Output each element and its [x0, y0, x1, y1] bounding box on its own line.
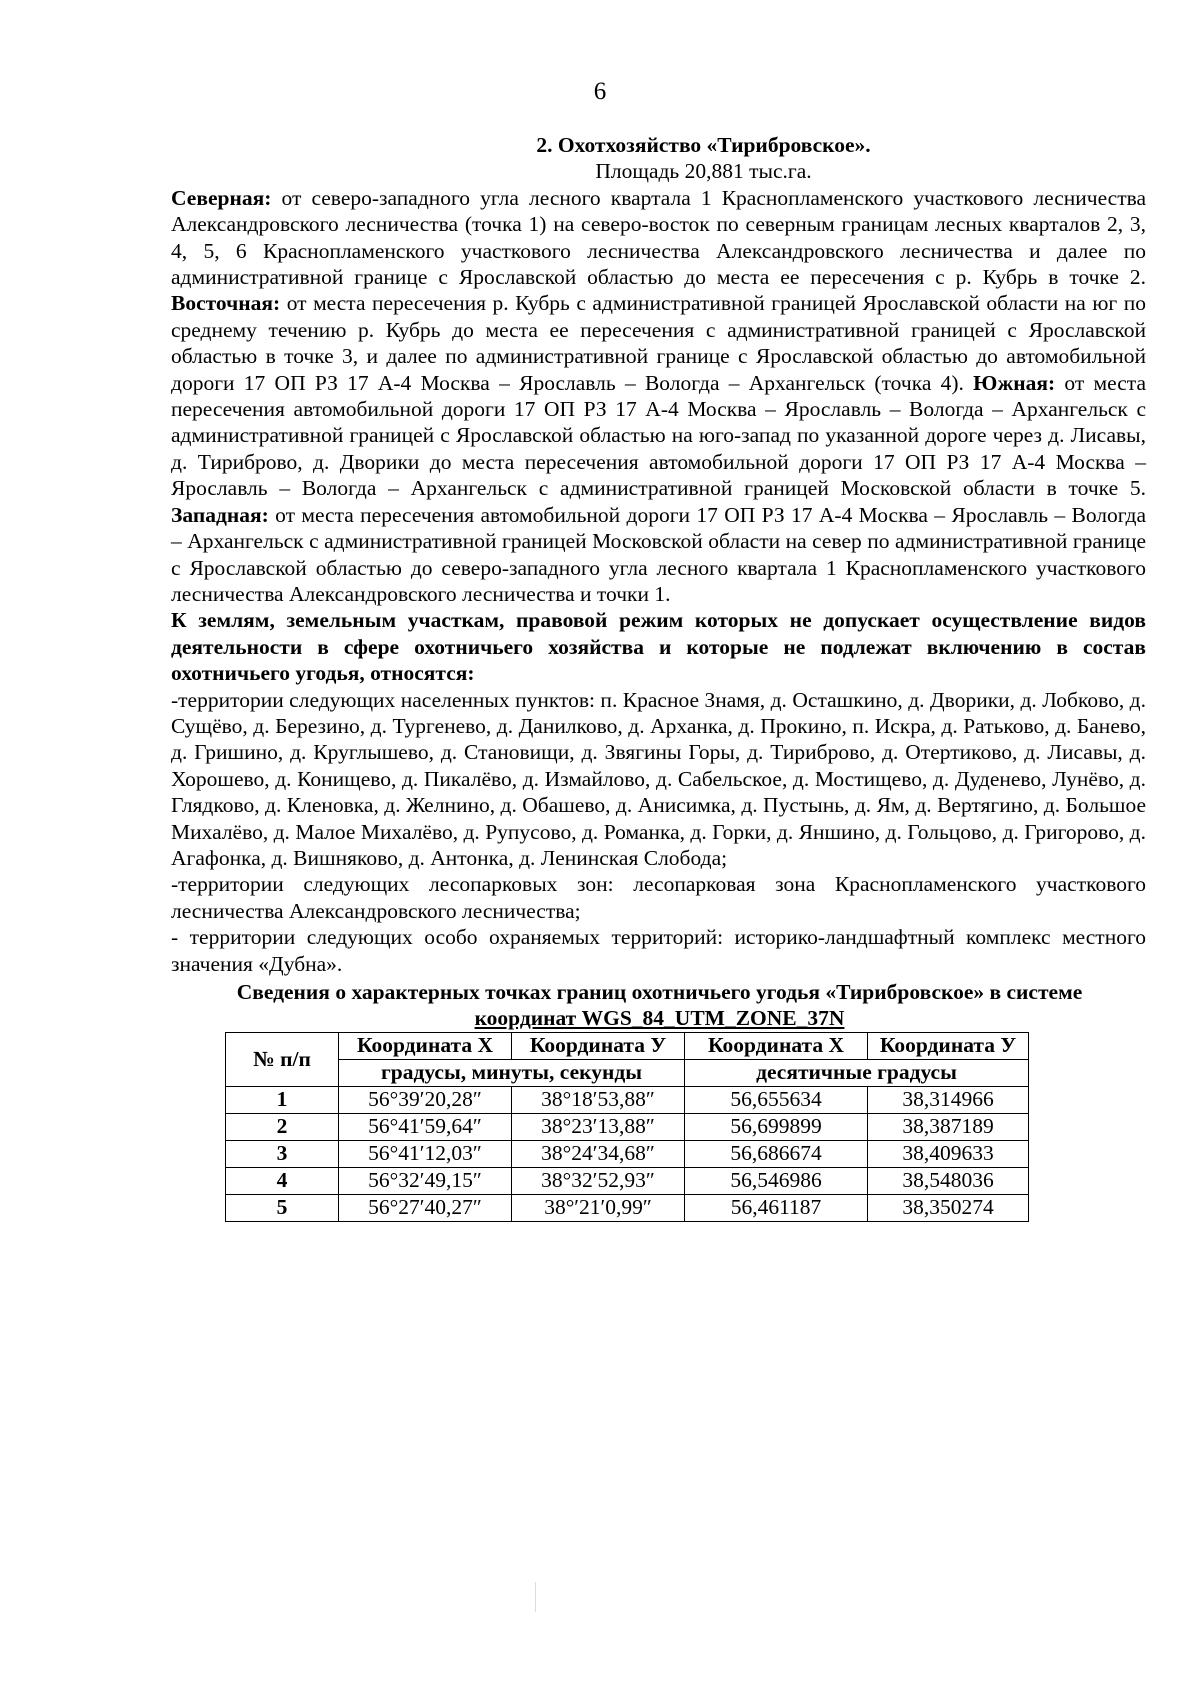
boundary-description — [171, 185, 1146, 608]
y-dec-cell: 38,409633 — [868, 1140, 1029, 1167]
y-dms-cell: 38°′21′0,99″ — [512, 1194, 685, 1221]
scan-artifact — [535, 1582, 536, 1612]
x-dms-cell: 56°32′49,15″ — [339, 1167, 512, 1194]
y-dec-cell: 38,350274 — [868, 1194, 1029, 1221]
point-number-cell: 3 — [226, 1140, 339, 1167]
section-title: 2. Охотхозяйство «Тирибровское». — [536, 133, 871, 157]
x-dms-cell: 56°39′20,28″ — [339, 1086, 512, 1113]
sub-dms-header: градусы, минуты, секунды — [339, 1059, 685, 1086]
east-label: Восточная: — [171, 291, 281, 316]
restrictions-settlements: -территории следующих населенных пунктов: п. Красное Знамя, д. Осташкино, д. Дворики, д. Лобково, д. Сущёво, д. Березино, д. Тургенево, д. Данилково, д. Арханка, д. Прокино, п. Искра, д. Ратьково, д. Банево, д. Гришино, д. Круглышево, д. Становищи, д. Звягины Горы, д. Тириброво, д. Отертиково, д. Лисавы, д. Хорошево, д. Конищево, д. Пикалёво, д. Измайлово, д. Сабельское, д. Мостищево, д. Дуденево, Лунёво, д. Глядково, д. Кленовка, д. Желнино, д. Обашево, д. Анисимка, д. Пустынь, д. Ям, д. Вертягино, д. Большое Михалёво, д. Малое Михалёво, д. Рупусово, д. Романка, д. Горки, д. Яншино, д. Гольцово, д. Григорово, д. Агафонка, д. Вишняково, д. Антонка, д. Ленинская Слобода; — [171, 687, 1146, 870]
table-row — [226, 1140, 1029, 1167]
north-label: Северная: — [171, 185, 272, 210]
east-text: от места пересечения р. Кубрь с административной границей Ярославской области на юг по среднему течению р. Кубрь до места ее пересечения с административной границей с Ярославской областью в точке 3, и далее по административной границе с Ярославской областью до автомобильной дороги 17 ОП РЗ 17 А-4 Москва – Ярославль – Вологда – Архангельск (точка 4). — [171, 291, 1146, 395]
x-dec-cell: 56,546986 — [685, 1167, 868, 1194]
restrictions-protected: - территории следующих особо охраняемых территорий: историко-ландшафтный комплекс местного значения «Дубна». — [171, 925, 1146, 976]
y-dec-cell: 38,387189 — [868, 1113, 1029, 1140]
x-dec-cell: 56,461187 — [685, 1194, 868, 1221]
col-y-dec-header: Координата У — [868, 1032, 1029, 1059]
x-dec-cell: 56,699899 — [685, 1113, 868, 1140]
point-number-cell: 2 — [226, 1113, 339, 1140]
document-body — [171, 132, 1146, 1222]
x-dms-cell: 56°41′12,03″ — [339, 1140, 512, 1167]
table-body — [226, 1086, 1029, 1221]
table-row — [226, 1086, 1029, 1113]
x-dec-cell: 56,655634 — [685, 1086, 868, 1113]
coordinates-table — [225, 1032, 1029, 1222]
point-number-cell: 1 — [226, 1086, 339, 1113]
table-header-row — [226, 1032, 1029, 1059]
x-dms-cell: 56°27′40,27″ — [339, 1194, 512, 1221]
page-number: 6 — [593, 78, 607, 105]
restrictions-forest-parks: -территории следующих лесопарковых зон: лесопарковая зона Краснопламенского участкового лесничества Александровского лесничества; — [171, 872, 1146, 923]
y-dec-cell: 38,548036 — [868, 1167, 1029, 1194]
col-x-dms-header: Координата X — [339, 1032, 512, 1059]
west-label: Западная: — [171, 502, 269, 527]
area-line: Площадь 20,881 тыс.га. — [595, 159, 812, 184]
y-dms-cell: 38°23′13,88″ — [512, 1113, 685, 1140]
x-dec-cell: 56,686674 — [685, 1140, 868, 1167]
south-text: от места пересечения автомобильной дороги 17 ОП РЗ 17 А-4 Москва – Ярославль – Вологда – Архангельск с административной границей с Ярославской областью на юго-запад по указанной дороге через д. Лисавы, д. Тириброво, д. Дворики до места пересечения автомобильной дороги 17 ОП РЗ 17 А-4 Москва – Ярославль – Вологда – Архангельск с административной границей Московской области в точке 5. — [171, 370, 1146, 501]
table-subheader-row — [226, 1059, 1029, 1086]
table-title-line1: Сведения о характерных точках границ охотничьего угодья «Тирибровское» в системе — [236, 980, 1083, 1004]
restrictions-heading: К землям, земельным участкам, правовой режим которых не допускает осуществление видов деятельности в сфере охотничьего хозяйства и которые не подлежат включению в состав охотничьего угодья, относятся: — [171, 608, 1146, 686]
point-number-cell: 5 — [226, 1194, 339, 1221]
table-row — [226, 1194, 1029, 1221]
sub-dec-header: десятичные градусы — [685, 1059, 1029, 1086]
table-row — [226, 1113, 1029, 1140]
table-row — [226, 1167, 1029, 1194]
x-dms-cell: 56°41′59,64″ — [339, 1113, 512, 1140]
west-text: от места пересечения автомобильной дороги 17 ОП РЗ 17 А-4 Москва – Ярославль – Вологда – Архангельск с административной границей Московской области на север по административной границе с Ярославской областью до северо-западного угла лесного квартала 1 Краснопламенского участкового лесничества Александровского лесничества и точки 1. — [171, 502, 1146, 606]
table-title-line2: координат WGS_84_UTM_ZONE_37N — [474, 1006, 845, 1031]
y-dec-cell: 38,314966 — [868, 1086, 1029, 1113]
col-x-dec-header: Координата X — [685, 1032, 868, 1059]
col-y-dms-header: Координата У — [512, 1032, 685, 1059]
y-dms-cell: 38°32′52,93″ — [512, 1167, 685, 1194]
y-dms-cell: 38°18′53,88″ — [512, 1086, 685, 1113]
y-dms-cell: 38°24′34,68″ — [512, 1140, 685, 1167]
south-label: Южная: — [973, 370, 1056, 395]
col-num-header: № п/п — [226, 1032, 339, 1086]
point-number-cell: 4 — [226, 1167, 339, 1194]
north-text: от северо-западного угла лесного квартала 1 Краснопламенского участкового лесничества Александровского лесничества (точка 1) на северо-восток по северным границам лесных кварталов 2, 3, 4, 5, 6 Краснопламенского участкового лесничества Александровского лесничества и далее по административной границе с Ярославской областью до места ее пересечения с р. Кубрь в точке 2. — [171, 185, 1146, 290]
table-title — [171, 979, 1146, 1032]
